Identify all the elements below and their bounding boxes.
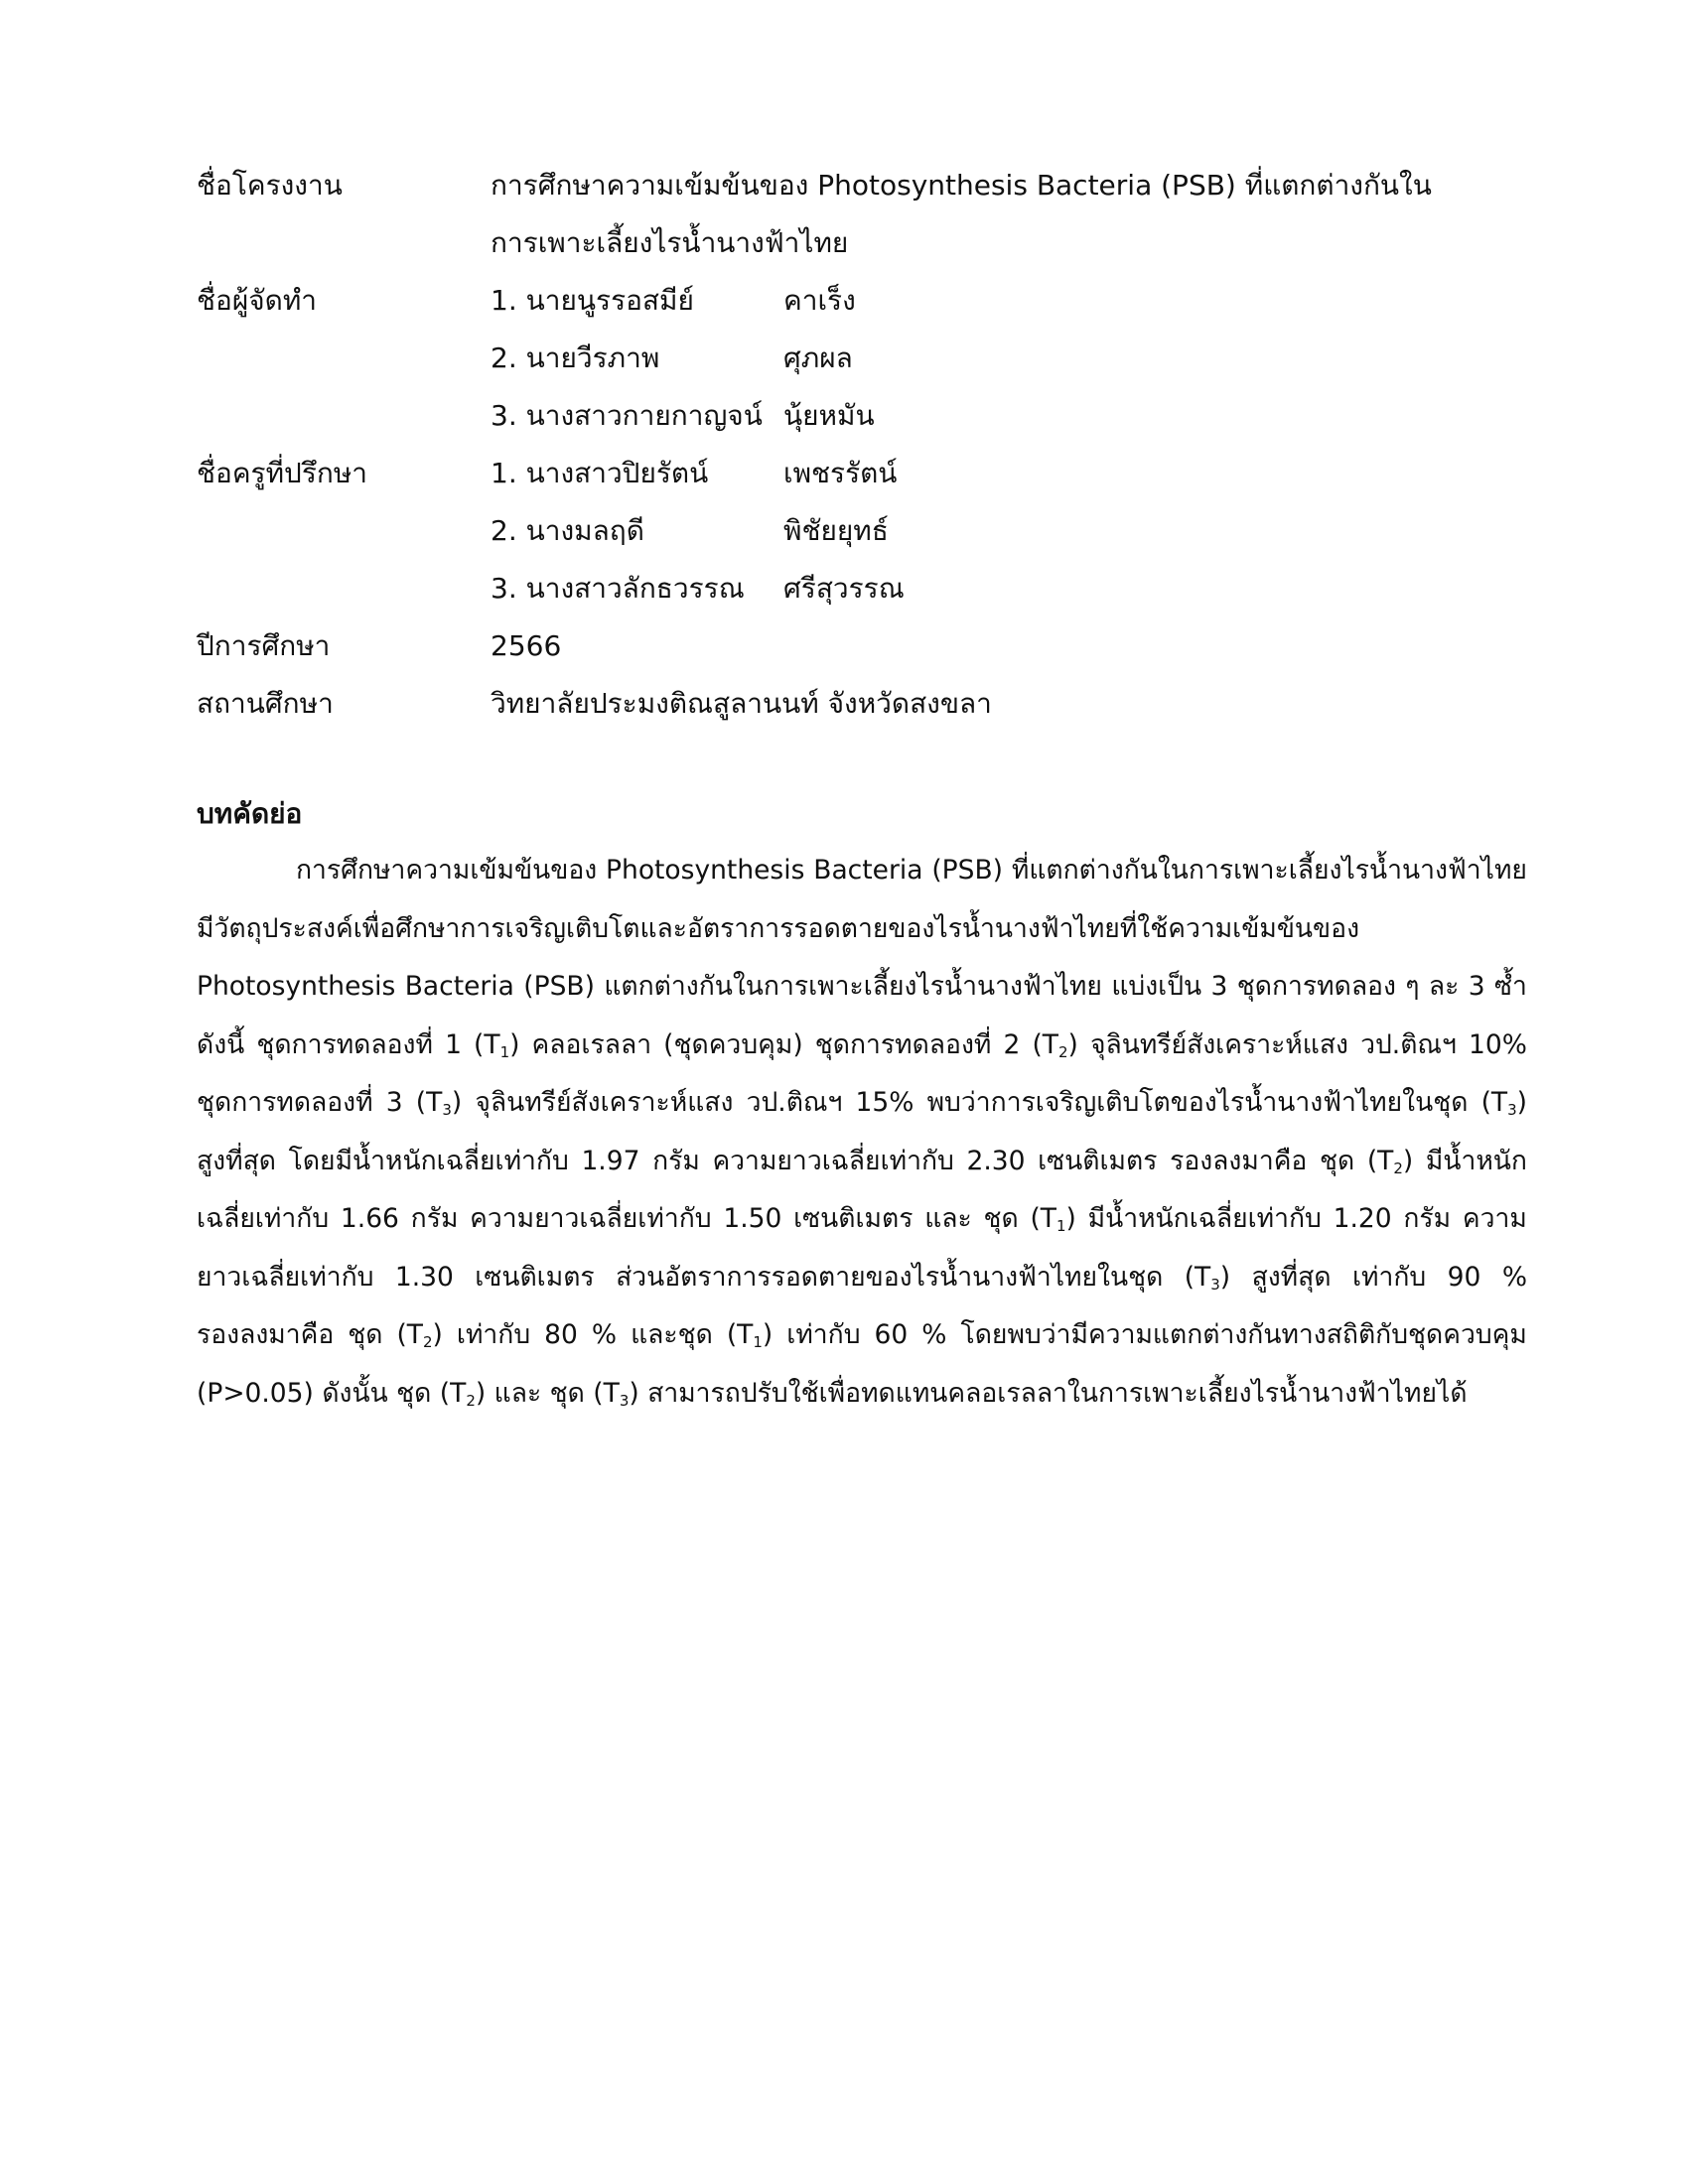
advisors-list [491,445,1487,617]
advisor-name: 2. นางมลฤดี [491,514,644,547]
abstract-word: % [591,1319,618,1350]
author-entry [491,387,1487,445]
abstract-word: ชุด [549,1377,585,1409]
abstract-line [197,1074,1527,1133]
abstract-word: ชุด [396,1377,432,1409]
institution-label: สถานศึกษา [197,687,334,720]
abstract-word: ดังนี้ [197,1028,245,1060]
abstract-word: ดังนั้น [322,1377,388,1409]
abstract-word: 2.30 [966,1145,1026,1176]
abstract-word: แบ่งเป็น [1111,971,1202,1002]
abstract-word: 1.20 [1333,1203,1392,1234]
abstract-word: ชุดการทดลองที่ [197,1087,373,1118]
abstract-word: 15% [855,1087,914,1118]
abstract-word: 1.50 [723,1203,782,1234]
advisor-surname: ศรีสุวรรณ [783,572,905,605]
advisors-label: ชื่อครูที่ปรึกษา [197,457,367,489]
abstract-word: (PSB) [931,855,1003,886]
abstract-body [197,842,1527,1423]
abstract-word: (PSB) [523,971,595,1002]
project-title-line: การเพาะเลี้ยงไรน้ำนางฟ้าไทย [491,226,849,259]
abstract-word: % [921,1319,947,1350]
abstract-word: และ [493,1377,542,1409]
abstract-word: เซนติเมตร [1038,1145,1158,1176]
author-entry [491,330,1487,387]
authors-list [491,272,1487,445]
abstract-line [197,958,1527,1017]
abstract-word: 10% [1468,1028,1527,1060]
abstract-heading: บทคัดย่อ [197,797,303,830]
abstract-word: $(T_3)$ [1184,1261,1231,1294]
abstract-word: 80 [544,1319,578,1350]
institution-value: วิทยาลัยประมงติณสูลานนท์ จังหวัดสงขลา [491,687,992,720]
abstract-word: $(T_2)$ [1366,1145,1414,1177]
abstract-word: ส่วนอัตราการรอดตายของไรน้ำนางฟ้าไทยในชุด [616,1261,1164,1293]
abstract-word: $(T_1)$ [474,1028,520,1061]
abstract-word: 1 [445,1028,462,1060]
abstract-word: จุลินทรีย์สังเคราะห์แสง [475,1087,734,1118]
abstract-word: 1.30 [394,1261,454,1293]
author-surname: คาเร็ง [783,284,856,317]
author-name: 2. นายวีรภาพ [491,341,660,374]
abstract-word: ละ [1428,971,1460,1002]
advisor-entry [491,560,1487,617]
abstract-word: ชุดการทดลองที่ [256,1028,433,1060]
author-name: 3. นางสาวกายกาญจน์ [491,399,763,432]
abstract-word: (ชุดควบคุม) [663,1028,803,1060]
abstract-word: การศึกษาความเข้มข้นของ [296,855,598,886]
abstract-word: % [1501,1261,1527,1293]
abstract-word: $(T_2)$ [1032,1028,1078,1061]
abstract-word: สูงที่สุด [1251,1261,1332,1293]
abstract-word: 2 [1003,1028,1021,1060]
project-title-value [491,157,1487,272]
abstract-word: จุลินทรีย์สังเคราะห์แสง [1089,1028,1348,1060]
abstract-word: $(T_3)$ [1480,1087,1527,1119]
abstract-word: $(T_2)$ [396,1319,443,1351]
abstract-line [197,842,1527,900]
abstract-word: คลอเรลลา [531,1028,652,1060]
abstract-word: และชุด [631,1319,713,1350]
abstract-word: รองลงมาคือ [1170,1145,1308,1176]
abstract-word: ที่แตกต่างกันในการเพาะเลี้ยงไรน้ำนางฟ้าไทย [1011,855,1527,886]
abstract-word: เท่ากับ [786,1319,861,1350]
abstract-word: ชุด [983,1203,1019,1234]
abstract-line [197,1017,1527,1075]
advisor-surname: เพชรรัตน์ [783,457,898,489]
abstract-word: 1.66 [340,1203,399,1234]
abstract-word: ๆ [1405,971,1420,1002]
advisor-name: 1. นางสาวปิยรัตน์ [491,457,709,489]
abstract-word: วป.ติณฯ [746,1087,843,1118]
abstract-word: Photosynthesis [197,971,396,1002]
abstract-word: รองลงมาคือ [197,1319,335,1350]
abstract-word: โดยมีน้ำหนักเฉลี่ยเท่ากับ [288,1145,569,1176]
advisors-row [197,445,1487,617]
abstract-word: Photosynthesis [606,855,805,886]
abstract-word: กรัม [652,1145,700,1176]
abstract-word: ยาวเฉลี่ยเท่ากับ [197,1261,374,1293]
project-info-table [197,157,1487,733]
project-title-label: ชื่อโครงงาน [197,169,343,202]
abstract-word: แตกต่างกันในการเพาะเลี้ยงไรน้ำนางฟ้าไทย [604,971,1102,1002]
authors-label: ชื่อผู้จัดทำ [197,284,317,317]
abstract-word: 1.97 [581,1145,640,1176]
abstract-word: และ [924,1203,972,1234]
abstract-word: 3 [1210,971,1228,1002]
abstract-word: 90 [1447,1261,1481,1293]
abstract-word: 3 [1468,971,1485,1002]
abstract-word: ชุด [1319,1145,1355,1176]
abstract-word: $(T_1)$ [1030,1203,1076,1235]
abstract-word: $(T_3)$ [415,1087,463,1119]
academic-year-value: 2566 [491,629,562,662]
abstract-word: ความยาวเฉลี่ยเท่ากับ [712,1145,954,1176]
abstract-word: $(T_2)$ [439,1377,487,1410]
authors-row [197,272,1487,445]
abstract-word: Bacteria [404,971,514,1002]
advisor-entry [491,502,1487,560]
abstract-word: ความ [1462,1203,1527,1234]
abstract-word: สูงที่สุด [197,1145,276,1176]
author-name: 1. นายนูรรอสมีย์ [491,284,694,317]
abstract-word: $(T_1)$ [726,1319,774,1351]
advisor-surname: พิชัยยุทธ์ [783,514,889,547]
abstract-word: $(T_3)$ [593,1377,639,1410]
abstract-line [197,1190,1527,1249]
abstract-line [197,1249,1527,1307]
academic-year-label: ปีการศึกษา [197,629,331,662]
author-entry [491,272,1487,330]
abstract-word: 3 [385,1087,403,1118]
abstract-line [197,1306,1527,1365]
project-title-line: การศึกษาความเข้มข้นของ Photosynthesis Bacteria (PSB) ที่แตกต่างกันใน [491,169,1432,202]
abstract-word: 60 [874,1319,909,1350]
abstract-word: เซนติเมตร [793,1203,914,1234]
abstract-word: ชุดการทดลอง [1236,971,1396,1002]
project-title-row [197,157,1487,272]
abstract-word: มีวัตถุประสงค์เพื่อศึกษาการเจริญเติบโตและอัตราการรอดตายของไรน้ำนางฟ้าไทยที่ใช้ความเข้มข้นของ [197,912,1360,944]
abstract-word: เซนติเมตร [475,1261,595,1293]
advisor-entry [491,445,1487,502]
abstract-word: วป.ติณฯ [1360,1028,1457,1060]
abstract-word: มีน้ำหนัก [1425,1145,1527,1176]
abstract-word: เฉลี่ยเท่ากับ [197,1203,330,1234]
abstract-word: กรัม [410,1203,459,1234]
institution-row [197,675,1487,733]
abstract-line [197,900,1527,959]
academic-year-row [197,617,1487,675]
abstract-word: ชุดการทดลองที่ [814,1028,992,1060]
abstract-word: เท่ากับ [1351,1261,1427,1293]
abstract-word: เท่ากับ [456,1319,531,1350]
abstract-word: ชุด [348,1319,383,1350]
abstract-word: ซ้ำ [1494,971,1527,1002]
author-surname: ศุภผล [783,341,853,374]
author-surname: นุ้ยหมัน [783,399,875,432]
abstract-word: (P>0.05) [197,1377,314,1409]
abstract-word: กรัม [1403,1203,1452,1234]
abstract-line [197,1133,1527,1191]
advisor-name: 3. นางสาวลักธวรรณ [491,572,745,605]
abstract-word: สามารถปรับใช้เพื่อทดแทนคลอเรลลาในการเพาะเลี้ยงไรน้ำนางฟ้าไทยได้ [647,1377,1468,1409]
abstract-word: พบว่าการเจริญเติบโตของไรน้ำนางฟ้าไทยในชุด [926,1087,1469,1118]
abstract-word: มีน้ำหนักเฉลี่ยเท่ากับ [1087,1203,1322,1234]
abstract-word: ความยาวเฉลี่ยเท่ากับ [470,1203,712,1234]
abstract-line [197,1365,1527,1424]
abstract-word: โดยพบว่ามีความแตกต่างกันทางสถิติกับชุดควบคุม [960,1319,1527,1350]
abstract-word: Bacteria [813,855,923,886]
